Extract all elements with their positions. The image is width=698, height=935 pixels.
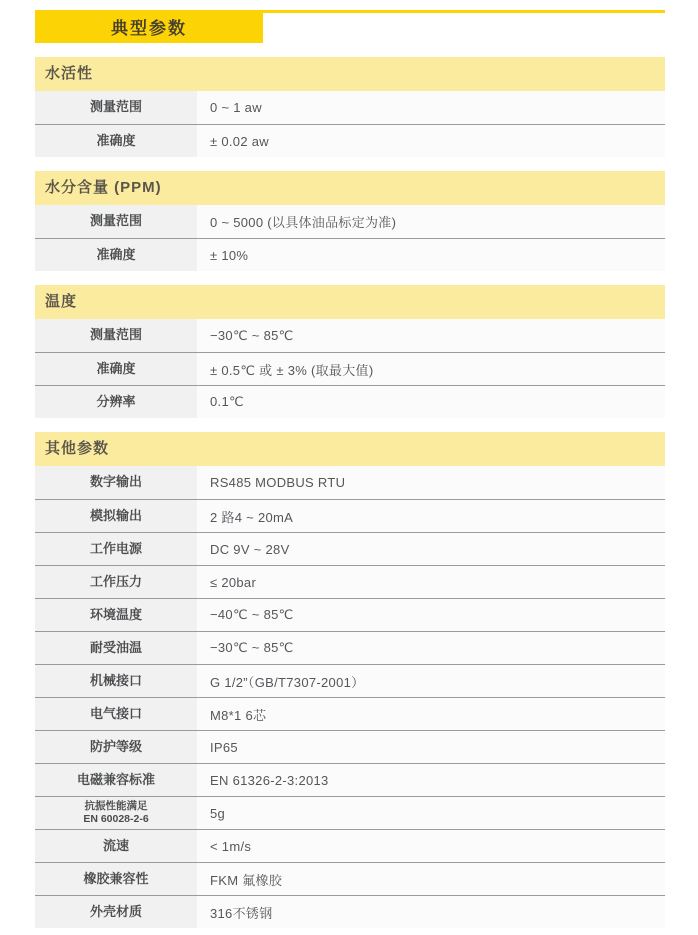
spec-label: 耐受油温: [35, 632, 197, 664]
spec-value: −30℃ ~ 85℃: [197, 319, 665, 352]
spec-label: 分辨率: [35, 386, 197, 418]
spec-label: 抗振性能满足 EN 60028-2-6: [35, 797, 197, 829]
spec-value: DC 9V ~ 28V: [197, 533, 665, 565]
spec-label: 电磁兼容标准: [35, 764, 197, 796]
spec-label: 机械接口: [35, 665, 197, 697]
spec-value: ≤ 20bar: [197, 566, 665, 598]
spec-label: 电气接口: [35, 698, 197, 730]
spec-row: [35, 631, 665, 664]
spec-row: [35, 238, 665, 271]
section-rows: [35, 319, 665, 418]
spec-value: 0.1℃: [197, 386, 665, 418]
spec-section: [35, 57, 665, 157]
spec-value: 2 路4 ~ 20mA: [197, 500, 665, 532]
spec-value: ± 10%: [197, 239, 665, 271]
spec-value: 5g: [197, 797, 665, 829]
spec-row: [35, 352, 665, 385]
spec-section: [35, 171, 665, 271]
spec-value: G 1/2”（GB/T7307-2001）: [197, 665, 665, 697]
spec-row: [35, 319, 665, 352]
spec-label: 准确度: [35, 353, 197, 385]
spec-value: 0 ~ 1 aw: [197, 91, 665, 124]
spec-value: RS485 MODBUS RTU: [197, 466, 665, 499]
spec-label: 工作电源: [35, 533, 197, 565]
spec-row: [35, 664, 665, 697]
spec-label: 防护等级: [35, 731, 197, 763]
spec-label: 环境温度: [35, 599, 197, 631]
spec-row: [35, 697, 665, 730]
spec-row: [35, 763, 665, 796]
spec-sections: [35, 57, 665, 928]
spec-label: 外壳材质: [35, 896, 197, 928]
section-header: 其他参数: [35, 432, 665, 466]
spec-label: 流速: [35, 830, 197, 862]
spec-row: [35, 385, 665, 418]
section-rows: [35, 91, 665, 157]
spec-value: IP65: [197, 731, 665, 763]
spec-label: 模拟输出: [35, 500, 197, 532]
spec-label: 测量范围: [35, 205, 197, 238]
spec-row: [35, 466, 665, 499]
spec-row: [35, 532, 665, 565]
spec-label: 测量范围: [35, 319, 197, 352]
spec-row: [35, 829, 665, 862]
spec-row: [35, 862, 665, 895]
section-rows: [35, 466, 665, 928]
spec-row: [35, 598, 665, 631]
spec-value: 0 ~ 5000 (以具体油品标定为准): [197, 205, 665, 238]
spec-value: FKM 氟橡胶: [197, 863, 665, 895]
spec-row: [35, 91, 665, 124]
spec-value: −40℃ ~ 85℃: [197, 599, 665, 631]
section-rows: [35, 205, 665, 271]
spec-value: M8*1 6芯: [197, 698, 665, 730]
section-header: 温度: [35, 285, 665, 319]
spec-value: 316不锈钢: [197, 896, 665, 928]
spec-row: [35, 895, 665, 928]
spec-section: [35, 432, 665, 928]
spec-value: ± 0.02 aw: [197, 125, 665, 157]
spec-label: 准确度: [35, 239, 197, 271]
spec-section: [35, 285, 665, 418]
spec-value: −30℃ ~ 85℃: [197, 632, 665, 664]
page-title: 典型参数: [111, 19, 187, 38]
spec-row: [35, 565, 665, 598]
spec-label: 准确度: [35, 125, 197, 157]
spec-label: 工作压力: [35, 566, 197, 598]
spec-value: ± 0.5℃ 或 ± 3% (取最大值): [197, 353, 665, 385]
page-title-box: [35, 10, 263, 43]
spec-row: [35, 499, 665, 532]
spec-row: [35, 730, 665, 763]
spec-row: [35, 124, 665, 157]
spec-label: 橡胶兼容性: [35, 863, 197, 895]
spec-row: [35, 205, 665, 238]
spec-row: [35, 796, 665, 829]
section-header: 水活性: [35, 57, 665, 91]
section-header: 水分含量 (PPM): [35, 171, 665, 205]
spec-label: 数字输出: [35, 466, 197, 499]
spec-value: EN 61326-2-3:2013: [197, 764, 665, 796]
page-header: [35, 10, 665, 43]
spec-value: < 1m/s: [197, 830, 665, 862]
spec-label: 测量范围: [35, 91, 197, 124]
